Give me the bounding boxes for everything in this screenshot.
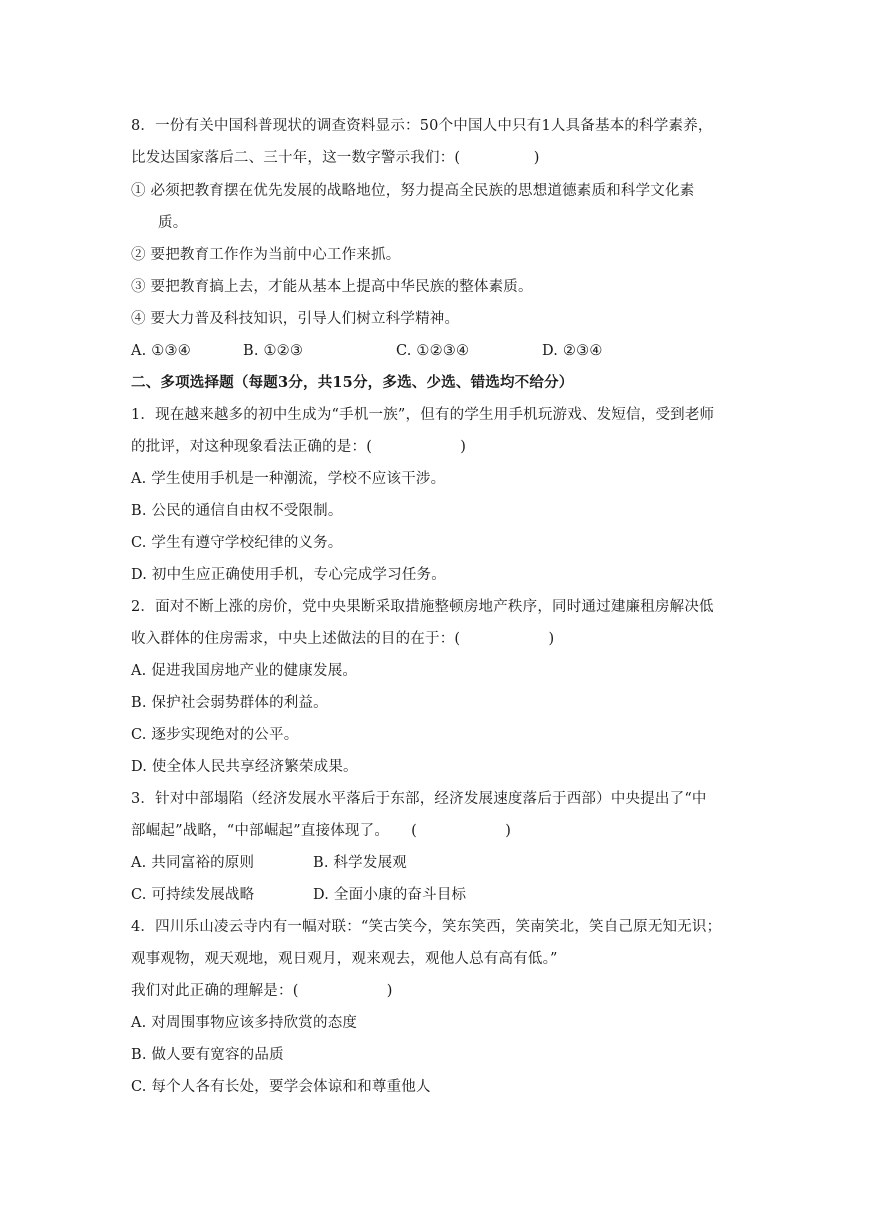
m1-option-c: C. 学生有遵守学校纪律的义务。 [131, 535, 343, 551]
q8-item-2: ② 要把教育工作作为当前中心工作来抓。 [131, 247, 401, 263]
m2-option-c: C. 逐步实现绝对的公平。 [131, 727, 299, 743]
m3-options-row2 [131, 885, 466, 905]
section-heading: 二、多项选择题（每题3分，共15分，多选、少选、错选均不给分） [131, 374, 574, 391]
q8-item-1-continued: 质。 [158, 215, 188, 231]
m4-option-a: A. 对周围事物应该多持欣赏的态度 [131, 1015, 358, 1031]
q8-options [131, 341, 603, 361]
m4-option-c: C. 每个人各有长处，要学会体谅和和尊重他人 [131, 1079, 431, 1095]
q8-item-1: ① 必须把教育摆在优先发展的战略地位，努力提高全民族的思想道德素质和科学文化素 [131, 183, 695, 199]
m3-stem-line2: 部崛起”战略，“中部崛起”直接体现了。 ( ) [131, 823, 512, 839]
q8-stem-line2: 比发达国家落后二、三十年，这一数字警示我们：( ) [131, 150, 540, 166]
m3-option-a: A. 共同富裕的原则 [131, 855, 255, 871]
m1-stem-line1: 1．现在越来越多的初中生成为“手机一族”，但有的学生用手机玩游戏、发短信，受到老师 [131, 407, 715, 423]
m1-option-a: A. 学生使用手机是一种潮流，学校不应该干涉。 [131, 471, 446, 487]
q8-option-d: D. ②③④ [542, 343, 603, 359]
m2-option-a: A. 促进我国房地产业的健康发展。 [131, 663, 358, 679]
m3-option-b: B. 科学发展观 [313, 855, 407, 871]
q8-item-4: ④ 要大力普及科技知识，引导人们树立科学精神。 [131, 311, 460, 327]
m1-stem-line2: 的批评，对这种现象看法正确的是：( ) [131, 439, 467, 455]
m1-option-b: B. 公民的通信自由权不受限制。 [131, 503, 343, 519]
m4-stem-line2: 观事观物，观天观地，观日观月，观来观去，观他人总有高有低。” [131, 951, 558, 967]
q8-stem-line1: 8．一份有关中国科普现状的调查资料显示：50个中国人中只有1人具备基本的科学素养， [131, 118, 713, 134]
q8-item-3: ③ 要把教育搞上去，才能从基本上提高中华民族的整体素质。 [131, 279, 533, 295]
m2-option-d: D. 使全体人民共享经济繁荣成果。 [131, 759, 358, 775]
m4-stem-line1: 4．四川乐山凌云寺内有一幅对联：“笑古笑今，笑东笑西，笑南笑北，笑自己原无知无识； [131, 919, 722, 935]
m4-stem-line3: 我们对此正确的理解是：( ) [131, 983, 393, 999]
m2-stem-line1: 2．面对不断上涨的房价，党中央果断采取措施整顿房地产秩序，同时通过建廉租房解决低 [131, 599, 714, 615]
m2-stem-line2: 收入群体的住房需求，中央上述做法的目的在于：( ) [131, 631, 555, 647]
q8-option-a: A. ①③④ [131, 343, 191, 359]
m4-option-b: B. 做人要有宽容的品质 [131, 1047, 284, 1063]
m2-option-b: B. 保护社会弱势群体的利益。 [131, 695, 328, 711]
q8-option-b: B. ①②③ [243, 343, 304, 359]
m3-option-d: D. 全面小康的奋斗目标 [313, 887, 467, 903]
m1-option-d: D. 初中生应正确使用手机，专心完成学习任务。 [131, 567, 446, 583]
q8-option-c: C. ①②③④ [396, 343, 470, 359]
m3-options-row1 [131, 853, 407, 873]
m3-stem-line1: 3．针对中部塌陷（经济发展水平落后于东部，经济发展速度落后于西部）中央提出了“中 [131, 791, 707, 807]
m3-option-c: C. 可持续发展战略 [131, 887, 255, 903]
